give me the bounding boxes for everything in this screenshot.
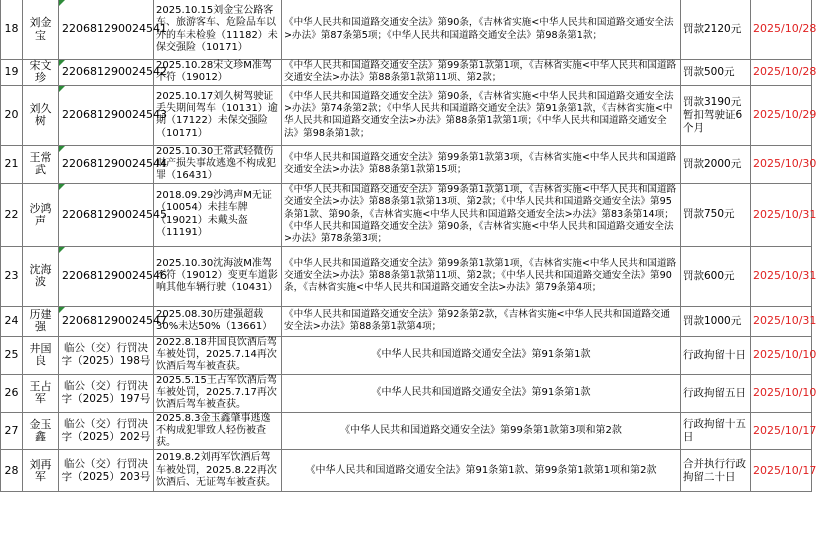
decision-date-cell <box>751 85 816 145</box>
violation-fact-cell <box>154 306 282 336</box>
penalty-cell <box>681 450 751 492</box>
decision-date-cell <box>751 60 816 86</box>
table-row <box>1 0 812 60</box>
decision-date-text: 2025/10/30 <box>753 157 816 171</box>
decision-date-text: 2025/10/17 <box>753 463 816 477</box>
row-number-text: 24 <box>4 314 19 328</box>
row-number-cell <box>1 145 23 183</box>
decision-date-text: 2025/10/17 <box>753 423 816 437</box>
row-number-cell <box>1 336 23 374</box>
party-name-cell <box>23 0 59 60</box>
party-name-text: 刘再军 <box>29 457 52 483</box>
legal-basis-cell <box>282 85 681 145</box>
violation-fact-text: 2025.08.30历建强超载30%未达50%（13661） <box>156 308 273 333</box>
party-name-text: 金玉鑫 <box>29 417 52 443</box>
cell-comment-marker-icon <box>59 146 65 152</box>
penalty-text: 合并执行行政拘留二十日 <box>683 457 746 483</box>
party-name-text: 刘久树 <box>29 102 52 128</box>
decision-date-cell <box>751 336 816 374</box>
legal-basis-cell <box>282 412 681 450</box>
row-number-cell <box>1 246 23 306</box>
row-number-cell <box>1 306 23 336</box>
legal-basis-cell <box>282 0 681 60</box>
cell-comment-marker-icon <box>59 60 65 66</box>
cell-comment-marker-icon <box>59 0 65 6</box>
violation-fact-text: 2025.10.28宋文珍M准驾不符（19012） <box>156 60 272 84</box>
table-row <box>1 85 812 145</box>
party-name-cell <box>23 336 59 374</box>
document-number-text: 220681290024546 <box>62 269 167 283</box>
document-number-cell <box>59 336 154 374</box>
party-name-text: 井国良 <box>29 341 52 368</box>
penalty-text: 行政拘留五日 <box>683 386 746 399</box>
document-number-text: 220681290024542 <box>62 65 167 79</box>
cell-comment-marker-icon <box>59 86 65 92</box>
row-number-text: 19 <box>4 65 19 79</box>
party-name-text: 沙鸿声 <box>29 201 52 227</box>
decision-date-cell <box>751 450 816 492</box>
party-name-text: 历建强 <box>29 308 52 334</box>
violation-fact-cell <box>154 0 282 60</box>
table-row <box>1 450 812 492</box>
row-number-cell <box>1 412 23 450</box>
penalty-text: 罚款2120元 <box>683 23 742 35</box>
document-number-cell <box>59 246 167 306</box>
party-name-cell <box>23 183 59 246</box>
decision-date-text: 2025/10/31 <box>753 314 816 328</box>
penalty-text: 行政拘留十日 <box>683 348 746 361</box>
violation-fact-cell <box>154 412 282 450</box>
row-number-text: 25 <box>4 348 19 362</box>
decision-date-text: 2025/10/31 <box>753 207 816 221</box>
violation-fact-text: 2025.8.3金玉鑫肇事逃逸不构成犯罪致人轻伤被查获。 <box>156 412 271 449</box>
decision-date-text: 2025/10/28 <box>753 22 816 36</box>
party-name-cell <box>23 246 59 306</box>
cell-comment-marker-icon <box>59 247 65 253</box>
penalty-text: 罚款750元 <box>683 208 735 221</box>
legal-basis-cell <box>282 450 681 492</box>
penalty-text: 行政拘留十五日 <box>683 417 746 443</box>
legal-basis-text: 《中华人民共和国道路交通安全法》第99条第1款第3项和第2款 <box>340 424 622 436</box>
document-number-text: 220681290024543 <box>62 108 167 122</box>
legal-basis-cell <box>282 336 681 374</box>
table-row <box>1 145 812 183</box>
legal-basis-cell <box>282 60 681 86</box>
party-name-cell <box>23 412 59 450</box>
legal-basis-cell <box>282 246 681 306</box>
legal-basis-text: 《中华人民共和国道路交通安全法》第90条，《吉林省实施<中华人民共和国道路交通安全法>办法》第87条第5项；《中华人民共和国道路交通安全法》第98条第1款； <box>284 17 674 41</box>
table-row <box>1 306 812 336</box>
violation-fact-cell <box>154 85 282 145</box>
document-number-text: 220681290024541 <box>62 22 167 36</box>
decision-date-cell <box>751 374 816 412</box>
violation-fact-text: 2025.10.15刘金宝公路客车、旅游客车、危险品车以外的车未检验（11182）未保交强险（10171） <box>156 4 278 53</box>
table-row <box>1 246 812 306</box>
party-name-text: 王占军 <box>29 379 52 406</box>
legal-basis-text: 《中华人民共和国道路交通安全法》第91条第1款 <box>371 348 591 360</box>
document-number-cell <box>59 450 154 492</box>
cell-comment-marker-icon <box>59 307 65 313</box>
violation-fact-cell <box>154 145 282 183</box>
document-number-cell <box>59 0 167 60</box>
document-number-text: 220681290024544 <box>62 157 167 171</box>
document-number-text: 临公（交）行罚决字（2025）203号 <box>61 457 151 483</box>
party-name-cell <box>23 85 59 145</box>
decision-date-cell <box>751 183 816 246</box>
table-body <box>1 0 816 492</box>
party-name-text: 刘金宝 <box>29 16 52 42</box>
party-name-cell <box>23 374 59 412</box>
table-row <box>1 336 812 374</box>
row-number-cell <box>1 85 23 145</box>
legal-basis-text: 《中华人民共和国道路交通安全法》第91条第1款 <box>371 386 591 398</box>
violation-fact-cell <box>154 246 282 306</box>
row-number-text: 23 <box>4 269 19 283</box>
decision-date-cell <box>751 412 816 450</box>
table-row <box>1 412 812 450</box>
document-number-cell <box>59 306 167 336</box>
decision-date-text: 2025/10/10 <box>753 348 816 362</box>
party-name-cell <box>23 60 59 86</box>
party-name-text: 沈海波 <box>29 263 52 289</box>
violation-fact-text: 2025.10.30沈海波M准驾不符（19012）变更车道影响其他车辆行驶（10431） <box>156 257 278 294</box>
decision-date-text: 2025/10/29 <box>753 108 816 122</box>
legal-basis-text: 《中华人民共和国道路交通安全法》第99条第1款第1项，《吉林省实施<中华人民共和国道路交通安全法>办法》第88条第1款第11项、第2款；《中华人民共和国道路交通安全法》第90条，《吉林省实施<中华人民共和国道路交通安全法>办法》第79条第4项； <box>284 257 677 294</box>
violation-fact-text: 2025.10.30王常武轻微伤财产损失事故逃逸不构成犯罪（16431） <box>156 145 276 182</box>
row-number-cell <box>1 374 23 412</box>
row-number-text: 20 <box>4 108 19 122</box>
penalty-cell <box>681 183 751 246</box>
legal-basis-text: 《中华人民共和国道路交通安全法》第92条第2款，《吉林省实施<中华人民共和国道路交通安全法>办法》第88条第1款第4项； <box>284 308 671 333</box>
legal-basis-text: 《中华人民共和国道路交通安全法》第99条第1款第1项，《吉林省实施<中华人民共和国道路交通安全法>办法》第88条第1款第13项、第2款；《中华人民共和国道路交通安全法》第95条第1款、第90条，《吉林省实施<中华人民共和国道路交通安全法>办法》第83条第14项；《中华人民共和国道路交通安全法》第90条，《吉林省实施<中华人民共和国道路交通安全法>办法》第78条第3项； <box>284 183 677 245</box>
violation-fact-text: 2019.8.2刘再军饮酒后驾车被处罚，2025.8.22再次饮酒后、无证驾车被查获。 <box>156 452 277 489</box>
penalty-cell <box>681 412 751 450</box>
decision-date-text: 2025/10/28 <box>753 65 816 79</box>
legal-basis-text: 《中华人民共和国道路交通安全法》第99条第1款第3项，《吉林省实施<中华人民共和国道路交通安全法>办法》第88条第1款第15项； <box>284 151 677 176</box>
decision-date-cell <box>751 145 816 183</box>
violation-fact-cell <box>154 336 282 374</box>
party-name-cell <box>23 145 59 183</box>
penalty-text: 罚款3190元暂扣驾驶证6个月 <box>683 95 743 134</box>
violation-fact-cell <box>154 60 282 86</box>
penalty-cell <box>681 145 751 183</box>
document-number-cell <box>59 412 154 450</box>
legal-basis-text: 《中华人民共和国道路交通安全法》第99条第1款第1项，《吉林省实施<中华人民共和国道路交通安全法>办法》第88条第1款第11项、第2款； <box>284 60 677 84</box>
table-row <box>1 60 812 86</box>
decision-date-text: 2025/10/10 <box>753 385 816 399</box>
legal-basis-text: 《中华人民共和国道路交通安全法》第91条第1款、第99条第1款第1项和第2款 <box>305 464 657 476</box>
penalty-cell <box>681 336 751 374</box>
decision-date-cell <box>751 306 816 336</box>
violation-fact-cell <box>154 450 282 492</box>
violation-fact-cell <box>154 374 282 412</box>
penalty-text: 罚款1000元 <box>683 314 742 327</box>
cell-comment-marker-icon <box>59 184 65 190</box>
penalty-cell <box>681 0 751 60</box>
row-number-text: 28 <box>4 463 19 477</box>
document-number-text: 临公（交）行罚决字（2025）198号 <box>61 342 151 368</box>
violation-fact-cell <box>154 183 282 246</box>
penalty-cell <box>681 60 751 86</box>
row-number-text: 27 <box>4 423 19 437</box>
row-number-text: 18 <box>4 22 19 36</box>
document-number-cell <box>59 60 167 86</box>
row-number-cell <box>1 0 23 60</box>
row-number-cell <box>1 450 23 492</box>
row-number-text: 22 <box>4 207 19 221</box>
row-number-text: 21 <box>4 157 19 171</box>
penalty-cell <box>681 85 751 145</box>
document-number-text: 220681290024547 <box>62 314 167 328</box>
legal-basis-cell <box>282 374 681 412</box>
row-number-text: 26 <box>4 385 19 399</box>
table-row <box>1 374 812 412</box>
document-number-text: 临公（交）行罚决字（2025）197号 <box>61 380 151 406</box>
violation-fact-text: 2018.09.29沙鸿声M无证（10054）未挂车牌（19021）未戴头盔（11191） <box>156 190 272 239</box>
penalty-text: 罚款600元 <box>683 269 735 282</box>
penalty-text: 罚款2000元 <box>683 157 742 170</box>
penalty-cell <box>681 374 751 412</box>
table-row <box>1 183 812 246</box>
decision-date-cell <box>751 0 816 60</box>
decision-date-text: 2025/10/31 <box>753 269 816 283</box>
document-number-cell <box>59 183 167 246</box>
document-number-text: 220681290024545 <box>62 207 167 221</box>
violation-fact-text: 2025.10.17刘久树驾驶证丢失期间驾车（10131）逾期（17122）未保交强险（10171） <box>156 90 278 139</box>
document-number-cell <box>59 145 167 183</box>
party-name-cell <box>23 306 59 336</box>
row-number-cell <box>1 60 23 86</box>
legal-basis-text: 《中华人民共和国道路交通安全法》第90条，《吉林省实施<中华人民共和国道路交通安全法>办法》第74条第2款；《中华人民共和国道路交通安全法》第91条第1款，《吉林省实施<中华人民共和国道路交通安全法>办法》第88条第1款第1项；《中华人民共和国道路交通安全法》第98条第1款； <box>284 90 674 139</box>
document-number-text: 临公（交）行罚决字（2025）202号 <box>61 417 151 443</box>
penalty-cell <box>681 246 751 306</box>
decision-date-cell <box>751 246 816 306</box>
legal-basis-cell <box>282 183 681 246</box>
legal-basis-cell <box>282 306 681 336</box>
legal-basis-cell <box>282 145 681 183</box>
party-name-cell <box>23 450 59 492</box>
violation-fact-text: 2025.5.15王占军饮酒后驾车被处罚，2025.7.17再次饮酒后驾车被查获。 <box>156 374 277 411</box>
party-name-text: 王常武 <box>29 151 52 177</box>
document-number-cell <box>59 374 154 412</box>
row-number-cell <box>1 183 23 246</box>
document-number-cell <box>59 85 167 145</box>
party-name-text: 宋文珍 <box>29 59 52 85</box>
violation-fact-text: 2022.8.18井国良饮酒后驾车被处罚，2025.7.14再次饮酒后驾车被查获。 <box>156 336 277 373</box>
penalty-cell <box>681 306 751 336</box>
penalty-text: 罚款500元 <box>683 65 735 78</box>
